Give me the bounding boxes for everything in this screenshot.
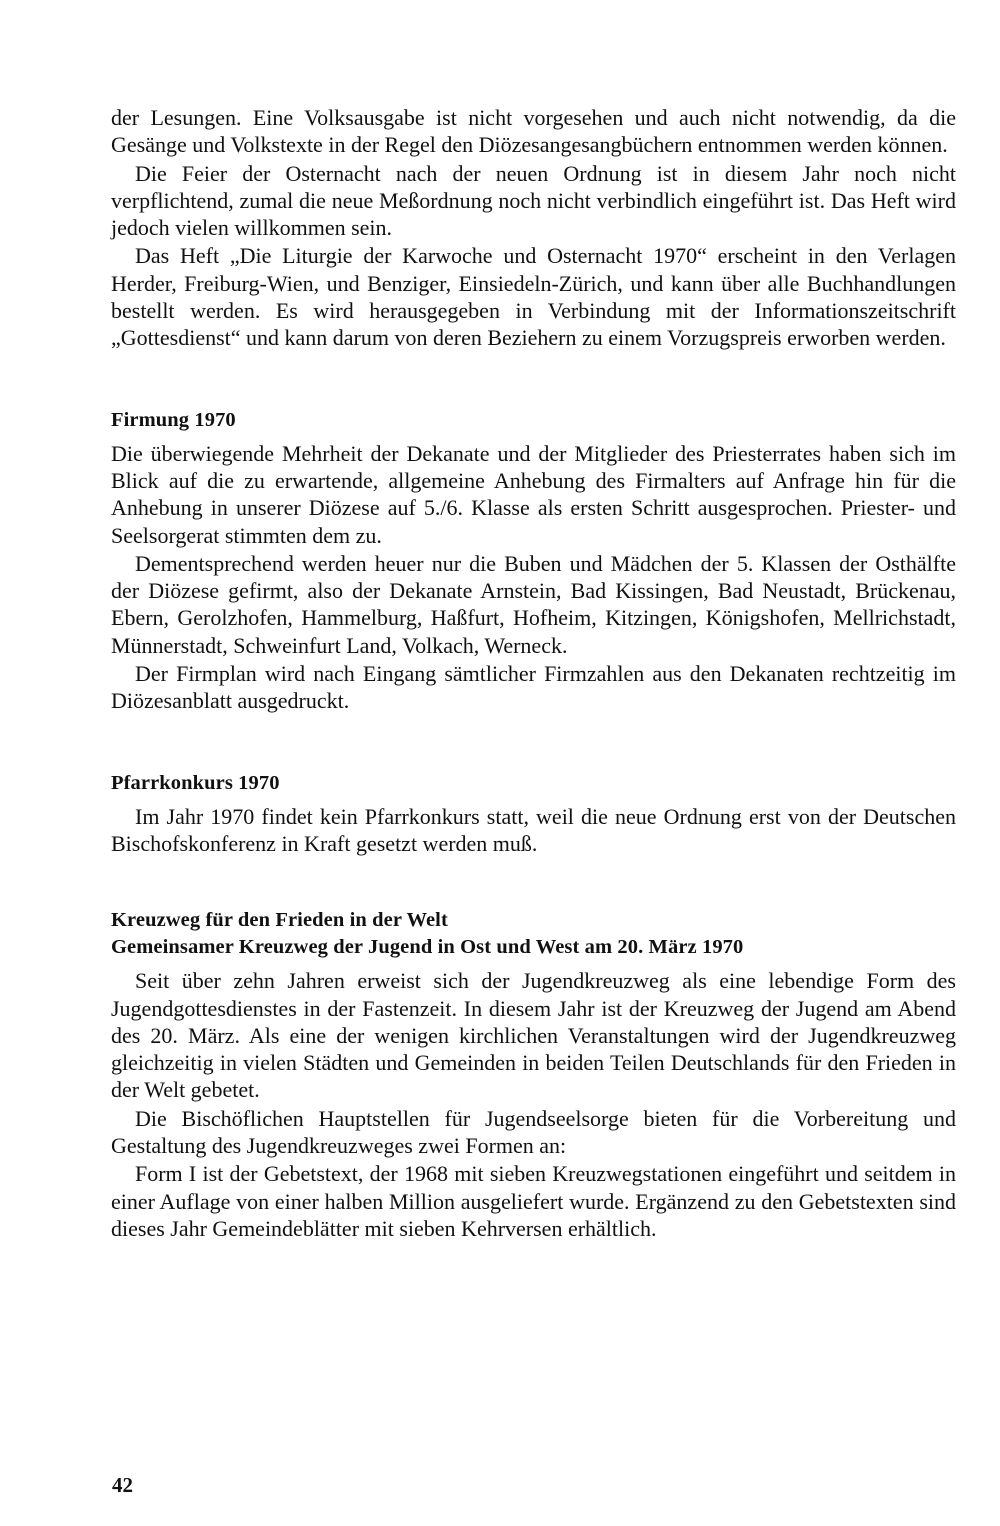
pfarrkonkurs-paragraph-1: Im Jahr 1970 findet kein Pfarrkonkurs statt, weil die neue Ordnung erst von der Deutschen Bischofskonferenz in Kraft gesetzt werden muß.	[111, 803, 956, 856]
firmung-section	[111, 407, 956, 715]
intro-section	[111, 104, 956, 352]
page-number: 42	[112, 1473, 133, 1497]
intro-paragraph-1: der Lesungen. Eine Volksausgabe ist nicht vorgesehen und auch nicht notwendig, da die Gesänge und Volkstexte in der Regel den Diözesangesangbüchern entnommen werden können.	[111, 105, 956, 158]
kreuzweg-section	[111, 907, 956, 1242]
firmung-paragraph-1: Die überwiegende Mehrheit der Dekanate und der Mitglieder des Priesterrates haben sich im Blick auf die zu erwartende, allgemeine Anhebung des Firmalters auf Anfrage hin für die Anhebung in unserer Diözese auf 5./6. Klasse als ersten Schritt ausgesprochen. Priester- und Seelsorgerat stimmten dem zu.	[111, 440, 956, 548]
firmung-paragraph-2: Dementsprechend werden heuer nur die Buben und Mädchen der 5. Klassen der Osthälfte der Diözese gefirmt, also der Dekanate Arnstein, Bad Kissingen, Bad Neustadt, Brückenau, Ebern, Gerolzhofen, Hammelburg, Haßfurt, Hofheim, Kitzingen, Königshofen, Mellrichstadt, Münnerstadt, Schweinfurt Land, Volkach, Werneck.	[111, 550, 956, 658]
firmung-heading: Firmung 1970	[111, 408, 236, 431]
kreuzweg-paragraph-3: Form I ist der Gebetstext, der 1968 mit sieben Kreuzwegstationen eingeführt und seitdem in einer Auflage von einer halben Million ausgeliefert wurde. Ergänzend zu den Gebetstexten sind dieses Jahr Gemeindeblätter mit sieben Kehrversen erhältlich.	[111, 1161, 956, 1241]
kreuzweg-heading-line-2: Gemeinsamer Kreuzweg der Jugend in Ost und West am 20. März 1970	[111, 936, 744, 959]
intro-paragraph-2: Die Feier der Osternacht nach der neuen Ordnung ist in diesem Jahr noch nicht verpflichtend, zumal die neue Meßordnung noch nicht verbindlich eingeführt ist. Das Heft wird jedoch vielen willkommen sein.	[111, 160, 956, 241]
kreuzweg-paragraph-1: Seit über zehn Jahren erweist sich der Jugendkreuzweg als eine lebendige Form des Jugendgottesdienstes in der Fastenzeit. In diesem Jahr ist der Kreuzweg der Jugend am Abend des 20. März. Als eine der wenigen kirchlichen Veranstaltungen wird der Jugendkreuzweg gleichzeitig in vielen Städten und Gemeinden in beiden Teilen Deutschlands für den Frieden in der Welt gebetet.	[111, 968, 956, 1103]
pfarrkonkurs-heading: Pfarrkonkurs 1970	[111, 771, 280, 794]
intro-paragraph-3: Das Heft „Die Liturgie der Karwoche und Osternacht 1970“ erscheint in den Verlagen Herder, Freiburg-Wien, und Benziger, Einsiedeln-Zürich, und kann über alle Buchhandlungen bestellt werden. Es wird herausgegeben in Verbindung mit der Informationszeitschrift „Gottesdienst“ und kann darum von deren Beziehern zu einem Vorzugspreis erworben werden.	[111, 243, 956, 351]
page-body	[111, 104, 956, 1242]
kreuzweg-paragraph-2: Die Bischöflichen Hauptstellen für Jugendseelsorge bieten für die Vorbereitung und Gestaltung des Jugendkreuzweges zwei Formen an:	[111, 1105, 956, 1159]
kreuzweg-heading-line-1: Kreuzweg für den Frieden in der Welt	[111, 909, 448, 932]
pfarrkonkurs-section	[111, 770, 956, 858]
firmung-paragraph-3: Der Firmplan wird nach Eingang sämtlicher Firmzahlen aus den Dekanaten rechtzeitig im Diözesanblatt ausgedruckt.	[111, 661, 956, 714]
